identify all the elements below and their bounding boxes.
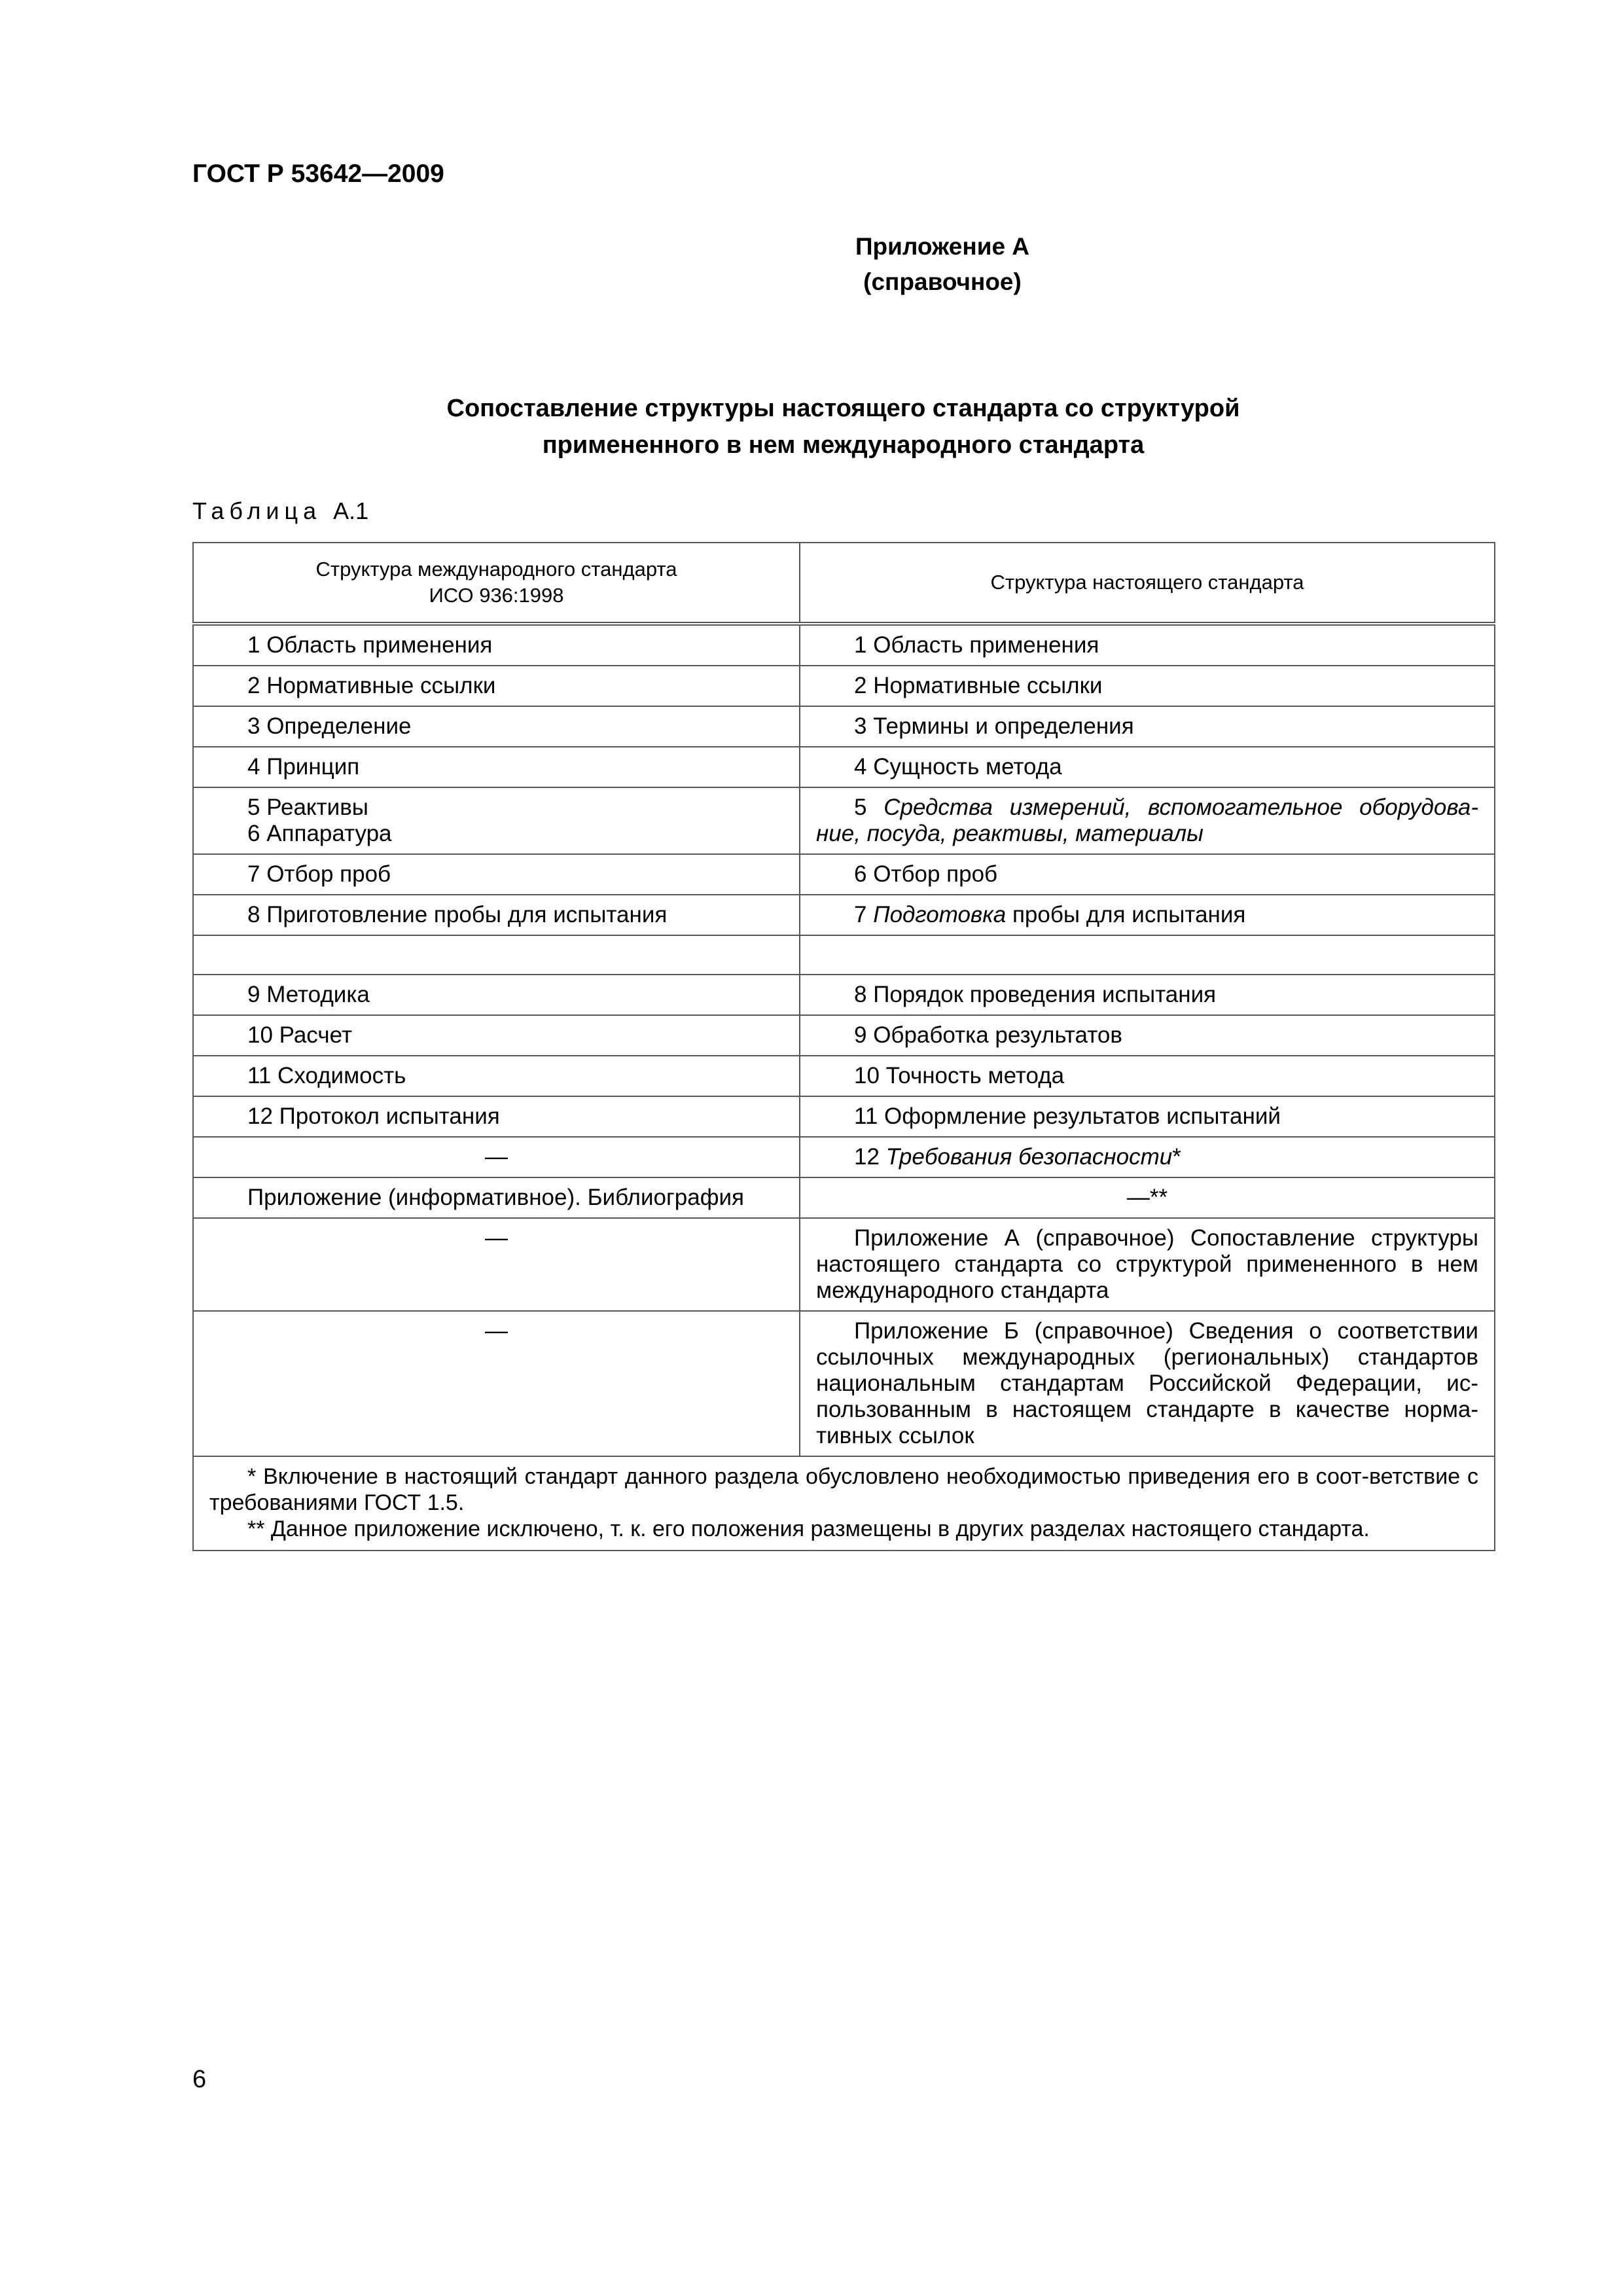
cell-international: 9 Методика <box>193 975 800 1015</box>
cell-national: Приложение А (справочное) Сопоставление структуры настоящего стандарта со структурой примененного в нем международного стандарта <box>800 1218 1495 1311</box>
appendix-title-block <box>681 229 1204 300</box>
standard-header: ГОСТ Р 53642—2009 <box>192 160 444 188</box>
cell-international: — <box>193 1311 800 1456</box>
table-footnotes <box>193 1456 1495 1551</box>
cell-national <box>800 787 1495 854</box>
table-row-empty <box>193 935 1495 975</box>
table-row <box>193 706 1495 747</box>
table-heading-line2: примененного в нем международного стандарта <box>542 431 1145 459</box>
table-row <box>193 1137 1495 1177</box>
col-header-international-line2: ИСО 936:1998 <box>429 584 564 607</box>
section-title-italic: Средства измерений, вспомогательное оборудова-ние, посуда, реактивы, материалы <box>816 795 1478 846</box>
table-row <box>193 624 1495 666</box>
table-row <box>193 666 1495 706</box>
cell-line: 6 Аппаратура <box>247 821 392 846</box>
cell-international: 2 Нормативные ссылки <box>193 666 800 706</box>
col-header-international-line1: Структура международного стандарта <box>315 558 677 581</box>
cell-national: 4 Сущность метода <box>800 747 1495 787</box>
cell-international <box>193 935 800 975</box>
cell-line: 5 Реактивы <box>247 795 368 820</box>
cell-international: — <box>193 1137 800 1177</box>
footnote-1: * Включение в настоящий стандарт данного раздела обусловлено необходимостью приведения его в соот-ветствие с требованиями ГОСТ 1.5. <box>209 1464 1478 1515</box>
section-number: 7 <box>854 902 867 927</box>
cell-international: 8 Приготовление пробы для испытания <box>193 895 800 935</box>
cell-international: Приложение (информативное). Библиография <box>193 1177 800 1218</box>
cell-national: 2 Нормативные ссылки <box>800 666 1495 706</box>
cell-national <box>800 895 1495 935</box>
section-number: 5 <box>854 795 867 820</box>
table-row <box>193 895 1495 935</box>
section-number: 12 <box>854 1144 880 1170</box>
cell-national <box>800 935 1495 975</box>
cell-international: 4 Принцип <box>193 747 800 787</box>
table-row <box>193 1056 1495 1096</box>
table-row <box>193 1311 1495 1456</box>
cell-national: 10 Точность метода <box>800 1056 1495 1096</box>
table-heading <box>192 390 1494 463</box>
cell-national <box>800 1137 1495 1177</box>
cell-international: — <box>193 1218 800 1311</box>
cell-national: 11 Оформление результатов испытаний <box>800 1096 1495 1137</box>
page-number: 6 <box>192 2066 207 2093</box>
cell-national: Приложение Б (справочное) Сведения о соответствии ссылочных международных (региональных) стандартов национальным стандартам Российской Федерации, ис-пользованным в настоящем стандарте в качестве норма-тивных ссылок <box>800 1311 1495 1456</box>
table-header-row <box>193 543 1495 624</box>
col-header-national: Структура настоящего стандарта <box>800 543 1495 624</box>
cell-national: —** <box>800 1177 1495 1218</box>
cell-international: 3 Определение <box>193 706 800 747</box>
cell-international: 1 Область применения <box>193 624 800 666</box>
appendix-title: Приложение А <box>855 233 1030 260</box>
section-title-italic: Подготовка <box>873 902 1007 927</box>
cell-international: 7 Отбор проб <box>193 854 800 895</box>
col-header-international <box>193 543 800 624</box>
table-row <box>193 1096 1495 1137</box>
cell-national: 3 Термины и определения <box>800 706 1495 747</box>
table-label-number: А.1 <box>333 497 369 524</box>
table-label-prefix: Таблица <box>192 497 322 524</box>
table-row <box>193 1177 1495 1218</box>
table-row <box>193 787 1495 854</box>
table-row <box>193 1218 1495 1311</box>
cell-national: 8 Порядок проведения испытания <box>800 975 1495 1015</box>
cell-national: 9 Обработка результатов <box>800 1015 1495 1056</box>
table-row <box>193 1015 1495 1056</box>
table-row <box>193 854 1495 895</box>
cell-international: 10 Расчет <box>193 1015 800 1056</box>
cell-international: 12 Протокол испытания <box>193 1096 800 1137</box>
footnote-mark: * <box>1172 1144 1181 1170</box>
appendix-type: (справочное) <box>863 268 1022 295</box>
table-heading-line1: Сопоставление структуры настоящего стандарта со структурой <box>446 395 1240 422</box>
cell-international <box>193 787 800 854</box>
table-row <box>193 747 1495 787</box>
cell-national: 1 Область применения <box>800 624 1495 666</box>
cell-international: 11 Сходимость <box>193 1056 800 1096</box>
cell-national: 6 Отбор проб <box>800 854 1495 895</box>
table-row <box>193 975 1495 1015</box>
table-label <box>192 497 368 525</box>
footnote-2: ** Данное приложение исключено, т. к. его положения размещены в других разделах настоящего стандарта. <box>247 1516 1370 1541</box>
section-title-rest: пробы для испытания <box>1012 902 1246 927</box>
section-title-italic: Требования безопасности <box>885 1144 1173 1170</box>
table-footnotes-row <box>193 1456 1495 1551</box>
comparison-table <box>192 542 1495 1551</box>
